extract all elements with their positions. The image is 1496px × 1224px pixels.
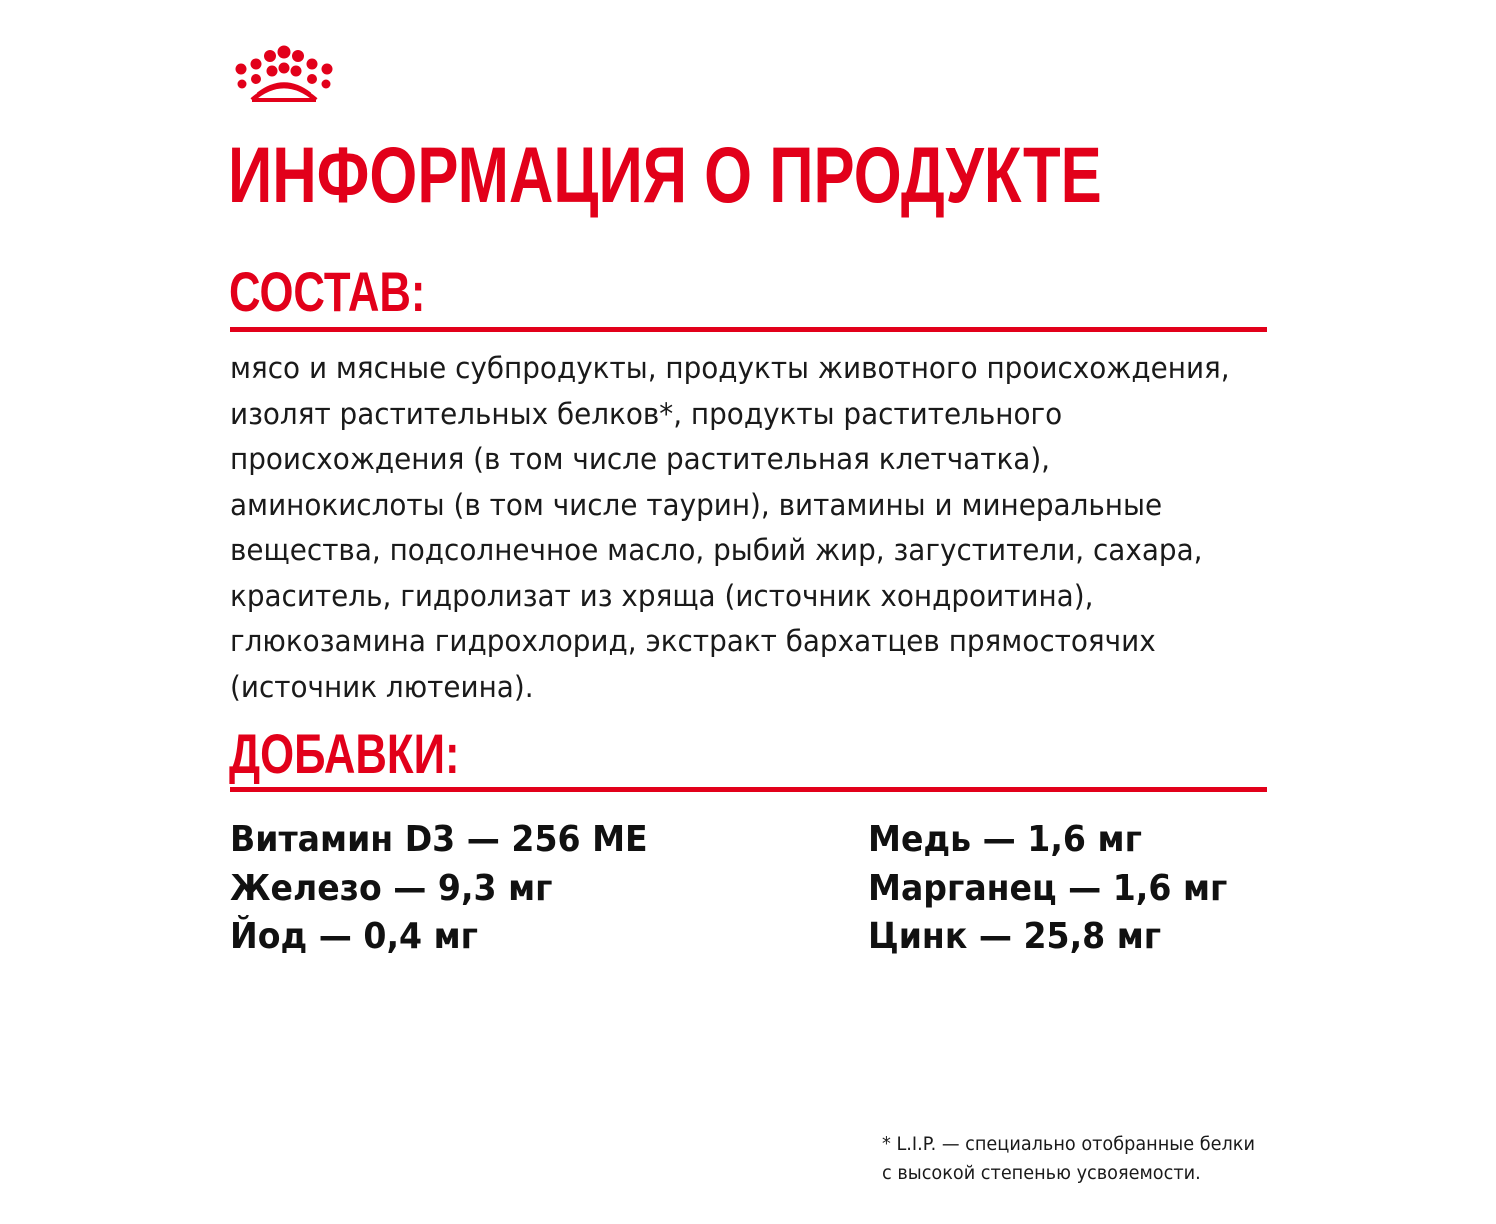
additives-list-left [230, 816, 648, 962]
footnote-line: с высокой степенью усвояемости. [882, 1162, 1201, 1184]
composition-text: мясо и мясные субпродукты, продукты животного происхождения, изолят растительных белков*, продукты растительного происхождения (в том числе растительная клетчатка), аминокислоты (в том числе таурин), витамины и минеральные вещества, подсолнечное масло, рыбий жир, загустители, сахара, краситель, гидролизат из хряща (источник хондроитина), глюкозамина гидрохлорид, экстракт бархатцев прямостоячих (источник лютеина). [230, 351, 1230, 704]
crown-logo-icon [232, 44, 336, 102]
additives-list-right [868, 816, 1227, 962]
composition-heading: СОСТАВ: [229, 260, 426, 323]
additives-divider [230, 787, 1267, 792]
additive-item: Йод — 0,4 мг [230, 916, 478, 957]
additive-item: Медь — 1,6 мг [868, 819, 1142, 860]
additive-item: Марганец — 1,6 мг [868, 867, 1228, 909]
additives-heading: ДОБАВКИ: [229, 722, 460, 785]
additive-item: Витамин D3 — 256 МЕ [230, 819, 648, 860]
composition-divider [230, 327, 1267, 332]
additive-item: Цинк — 25,8 мг [868, 916, 1162, 957]
footnote-line: * L.I.P. — специально отобранные белки [882, 1133, 1255, 1155]
footnote [882, 1130, 1255, 1188]
additive-item: Железо — 9,3 мг [230, 867, 553, 909]
page-title: ИНФОРМАЦИЯ О ПРОДУКТЕ [228, 130, 1102, 219]
